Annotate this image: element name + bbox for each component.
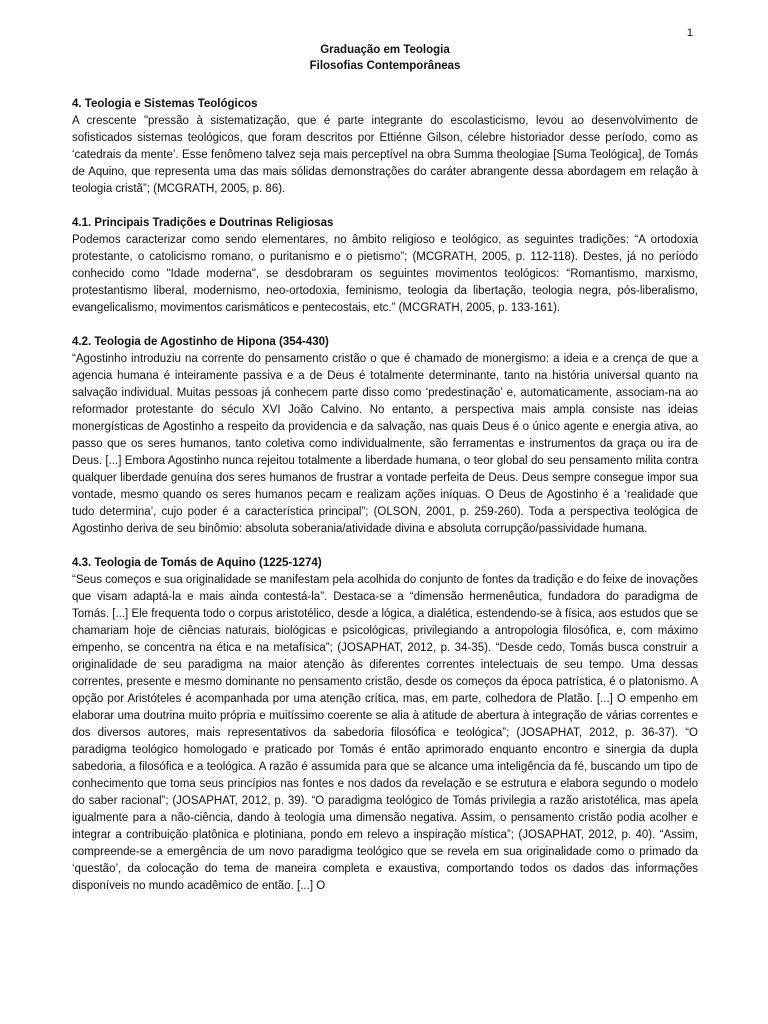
section-heading: 4.2. Teologia de Agostinho de Hipona (354-430)	[72, 336, 329, 348]
section-heading: 4.3. Teologia de Tomás de Aquino (1225-1274)	[72, 557, 322, 569]
document-body	[72, 96, 698, 895]
section-4-1	[72, 215, 698, 317]
section-4-2	[72, 334, 698, 538]
section-paragraph: “Seus começos e sua originalidade se manifestam pela acolhida do conjunto de fontes da tradição e do feixe de inovações que visam adaptá-la e mais ainda contestá-la”. Destaca-se a “dimensão hermenêutica, fundadora do paradigma de Tomás. [...] Ele frequenta todo o corpus aristotélico, desde a lógica, a dialética, estendendo-se à física, aos estudos que se chamariam hoje de ciências naturais, biológicas e psicológicas, privilegiando a antropologia filosófica, e, com máximo empenho, se concentra na ética e na metafísica”; (JOSAPHAT, 2012, p. 34-35). “Desde cedo, Tomás busca construir a originalidade de seu paradigma na maior atenção às diferentes correntes intelectuais de seu tempo. Uma dessas correntes, presente e mesmo dominante no pensamento cristão, desde os começos da época patrística, é o platonismo. A opção por Aristóteles é acompanhada por uma atenção crítica, mas, em parte, colhedora de Platão. [...] O empenho em elaborar uma doutrina muito própria e muitíssimo coerente se alia à atitude de abertura à integração de várias correntes e dos diversos autores, mais representativos da sabedoria filosófica e teológica”; (JOSAPHAT, 2012, p. 36-37). “O paradigma teológico homologado e praticado por Tomás é então aprimorado enquanto encontro e sinergia da dupla sabedoria, a filosófica e a teológica. A razão é assumida para que se alcance uma inteligência da fé, buscando um tipo de conhecimento que toma seus princípios nas fontes e nos dados da revelação e se estrutura e elabora segundo o modelo do saber racional”; (JOSAPHAT, 2012, p. 39). “O paradigma teológico de Tomás privilegia a razão aristotélica, mas apela igualmente para a não-ciência, dando à teologia uma dimensão negativa. Assim, o pensamento cristão podia acolher e integrar a contribuição platônica e plotiniana, pondo em relevo a inspiração mística”; (JOSAPHAT, 2012, p. 40). “Assim, compreende-se a emergência de um novo paradigma teológico que se revela em sua originalidade como o primado da ‘questão’, da colocação do tema de maneira completa e exaustiva, comportando todos os dados das informações disponíveis no mundo acadêmico de então. [...] O	[72, 574, 698, 892]
document-header	[72, 0, 698, 74]
section-paragraph: “Agostinho introduziu na corrente do pensamento cristão o que é chamado de monergismo: a ideia e a crença de que a agencia humana é inteiramente passiva e a de Deus é totalmente determinante, tanto na história universal quanto na salvação individual. Muitas pessoas já conhecem parte disso como ‘predestinação’ e, automaticamente, associam-na ao reformador protestante do século XVI João Calvino. No entanto, a perspectiva mais ampla consiste nas ideias monergísticas de Agostinho a respeito da providencia e da salvação, nas quais Deus é o único agente e energia ativa, ao passo que os seres humanos, tanto coletiva como individualmente, são ferramentas e instrumentos da graça ou ira de Deus. [...] Embora Agostinho nunca rejeitou totalmente a liberdade humana, o teor global do seu pensamento milita contra qualquer liberdade genuína dos seres humanos de frustrar a vontade perfeita de Deus. Deus sempre consegue impor sua vontade, mesmo quando os seres humanos pecam e realizam ações iníquas. O Deus de Agostinho é a ‘realidade que tudo determina’, cujo poder é a característica principal”; (OLSON, 2001, p. 259-260). Toda a perspectiva teológica de Agostinho deriva de seu binômio: absoluta soberania/atividade divina e absoluta corrupção/passividade humana.	[72, 353, 698, 535]
page-number: 1	[686, 27, 693, 39]
section-paragraph: Podemos caracterizar como sendo elementares, no âmbito religioso e teológico, as seguintes tradições: “A ortodoxia protestante, o catolicismo romano, o puritanismo e o pietismo”; (MCGRATH, 2005, p. 112-118). Destes, já no período conhecido como "Idade moderna", se desdobraram os seguintes movimentos teológicos: “Romantismo, marxismo, protestantismo liberal, modernismo, neo-ortodoxia, feminismo, teologia da libertação, teologia negra, pós-liberalismo, evangelicalismo, movimentos carismáticos e pentecostais, etc.” (MCGRATH, 2005, p. 133-161).	[72, 234, 698, 314]
section-heading: 4.1. Principais Tradições e Doutrinas Religiosas	[72, 217, 334, 229]
course-subtitle: Filosofias Contemporâneas	[309, 60, 461, 72]
section-4	[72, 96, 698, 198]
section-heading: 4. Teologia e Sistemas Teológicos	[72, 98, 258, 110]
course-title: Graduação em Teologia	[320, 44, 450, 56]
section-paragraph: A crescente "pressão à sistematização, que é parte integrante do escolasticismo, levou ao desenvolvimento de sofisticados sistemas teológicos, que foram descritos por Ettiénne Gilson, célebre historiador desse período, como as ‘catedrais da mente’. Esse fenômeno talvez seja mais perceptível na obra Summa theologiae [Suma Teológica], de Tomás de Aquino, que representa uma das mais sólidas demonstrações do caráter abrangente dessa abordagem em relação à teologia cristã”; (MCGRATH, 2005, p. 86).	[72, 115, 698, 195]
section-4-3	[72, 555, 698, 895]
